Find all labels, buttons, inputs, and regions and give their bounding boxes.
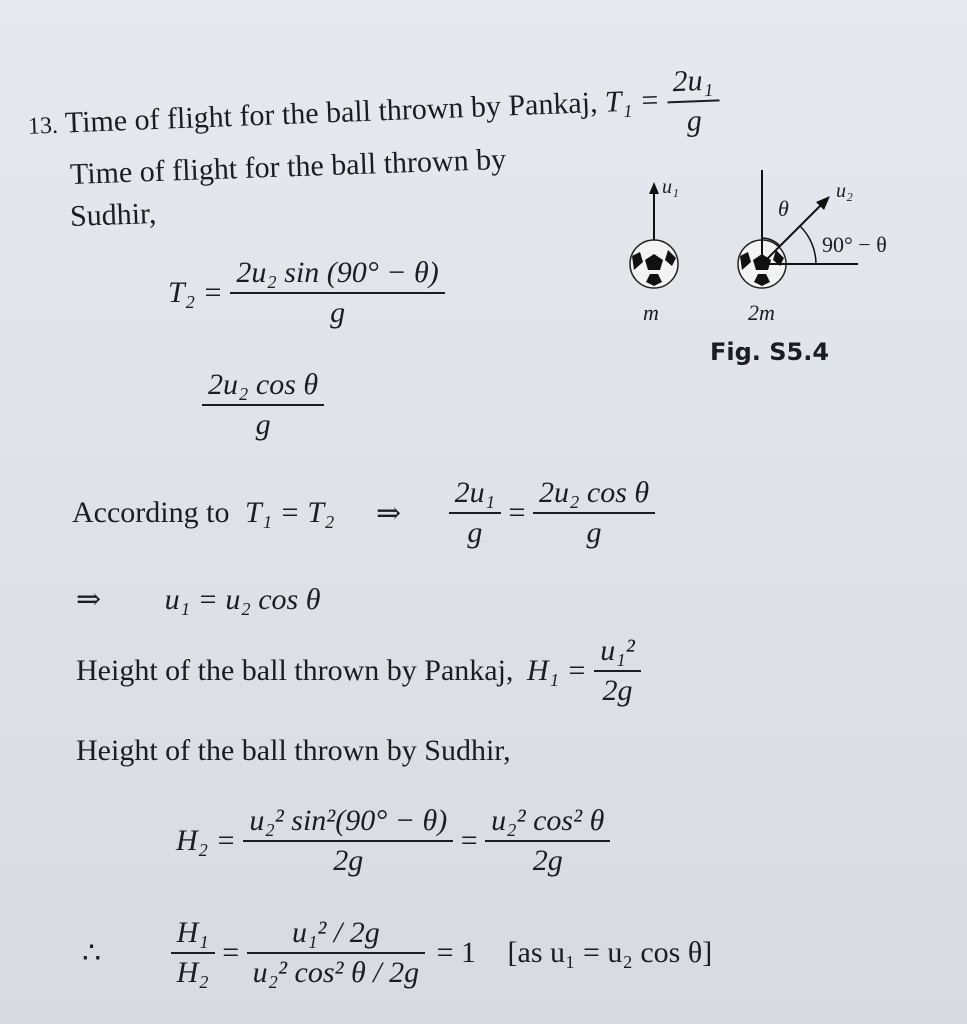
t1-fraction bbox=[666, 61, 721, 141]
ratio-left-fraction bbox=[171, 914, 215, 992]
t2-lhs: T₂ = bbox=[168, 276, 223, 309]
according-to-label: According to bbox=[72, 496, 230, 529]
h2-denominator: 2g bbox=[333, 844, 364, 877]
condition-right-numerator: 2u₂ cos θ bbox=[533, 474, 655, 514]
label-theta: θ bbox=[778, 196, 789, 221]
t1-lhs: T₁ = bbox=[604, 83, 661, 119]
label-u1: u₁ bbox=[662, 176, 679, 198]
velocity-relation-eq: u₁ = u₂ cos θ bbox=[164, 583, 321, 616]
ratio-left-denominator: H₂ bbox=[176, 956, 209, 989]
label-u2: u₂ bbox=[836, 180, 853, 202]
figure-caption: Fig. S5.4 bbox=[710, 338, 830, 366]
h1-denominator: 2g bbox=[602, 674, 633, 707]
t2b-denominator: g bbox=[255, 408, 271, 441]
ratio-right-denominator: u₂² cos² θ / 2g bbox=[252, 956, 420, 989]
condition-right-denominator: g bbox=[586, 516, 602, 549]
condition-right-fraction bbox=[533, 474, 655, 552]
ratio-right-fraction bbox=[247, 914, 425, 992]
label-2m: 2m bbox=[748, 300, 775, 325]
t1-denominator: g bbox=[686, 104, 703, 138]
intro-sudhir-line1: Time of flight for the ball thrown by bbox=[69, 142, 507, 191]
height-pankaj-label: Height of the ball thrown by Pankaj, bbox=[76, 654, 514, 687]
h1-numerator: u₁² bbox=[594, 632, 640, 672]
h2-right-fraction bbox=[485, 802, 610, 880]
implies-arrow-1: ⇒ bbox=[375, 496, 402, 530]
t2-equation bbox=[168, 254, 445, 332]
height-pankaj-line bbox=[76, 632, 641, 710]
velocity-relation bbox=[76, 582, 320, 617]
h2-right-denominator: 2g bbox=[532, 844, 563, 877]
condition-line bbox=[72, 474, 655, 552]
h2-lhs: H₂ = bbox=[176, 824, 236, 857]
ratio-right-numerator: u₁² / 2g bbox=[247, 914, 425, 954]
h1-lhs: H₁ = bbox=[526, 654, 587, 687]
h2-equation bbox=[176, 802, 610, 880]
ratio-left-numerator: H₁ bbox=[171, 914, 215, 954]
condition-left-denominator: g bbox=[467, 516, 483, 549]
as-condition-note: [as u₁ = u₂ cos θ] bbox=[507, 936, 713, 969]
t2b-numerator: 2u₂ cos θ bbox=[202, 366, 324, 406]
h1-fraction bbox=[594, 632, 640, 710]
t2-denominator: g bbox=[330, 296, 346, 329]
h2-equals: = bbox=[460, 824, 478, 857]
ball-pankaj bbox=[630, 240, 678, 288]
height-sudhir-label: Height of the ball thrown by Sudhir, bbox=[76, 734, 511, 767]
h2-fraction bbox=[243, 802, 453, 880]
label-angle: 90° − θ bbox=[822, 232, 887, 257]
ratio-equals: = bbox=[222, 936, 240, 969]
ratio-result: = 1 bbox=[436, 936, 477, 969]
condition-equation: T₁ = T₂ bbox=[244, 496, 335, 529]
label-m: m bbox=[643, 300, 659, 325]
intro-pankaj: Time of flight for the ball thrown by Pankaj, bbox=[64, 86, 599, 140]
implies-arrow-2: ⇒ bbox=[76, 583, 102, 616]
t2-numerator: 2u₂ sin (90° − θ) bbox=[230, 254, 444, 294]
therefore-symbol: ∴ bbox=[82, 936, 102, 970]
condition-left-numerator: 2u₁ bbox=[449, 474, 501, 514]
problem-number: 13. bbox=[27, 112, 59, 140]
h2-numerator: u₂² sin²(90° − θ) bbox=[243, 802, 453, 842]
intro-sudhir-line2: Sudhir, bbox=[69, 196, 157, 233]
t2-fraction bbox=[230, 254, 444, 332]
t2b-fraction bbox=[202, 366, 324, 444]
t1-numerator: 2u₁ bbox=[666, 61, 720, 103]
condition-equals: = bbox=[508, 496, 526, 529]
h2-right-numerator: u₂² cos² θ bbox=[485, 802, 610, 842]
condition-left-fraction bbox=[449, 474, 501, 552]
ratio-line bbox=[82, 914, 712, 992]
